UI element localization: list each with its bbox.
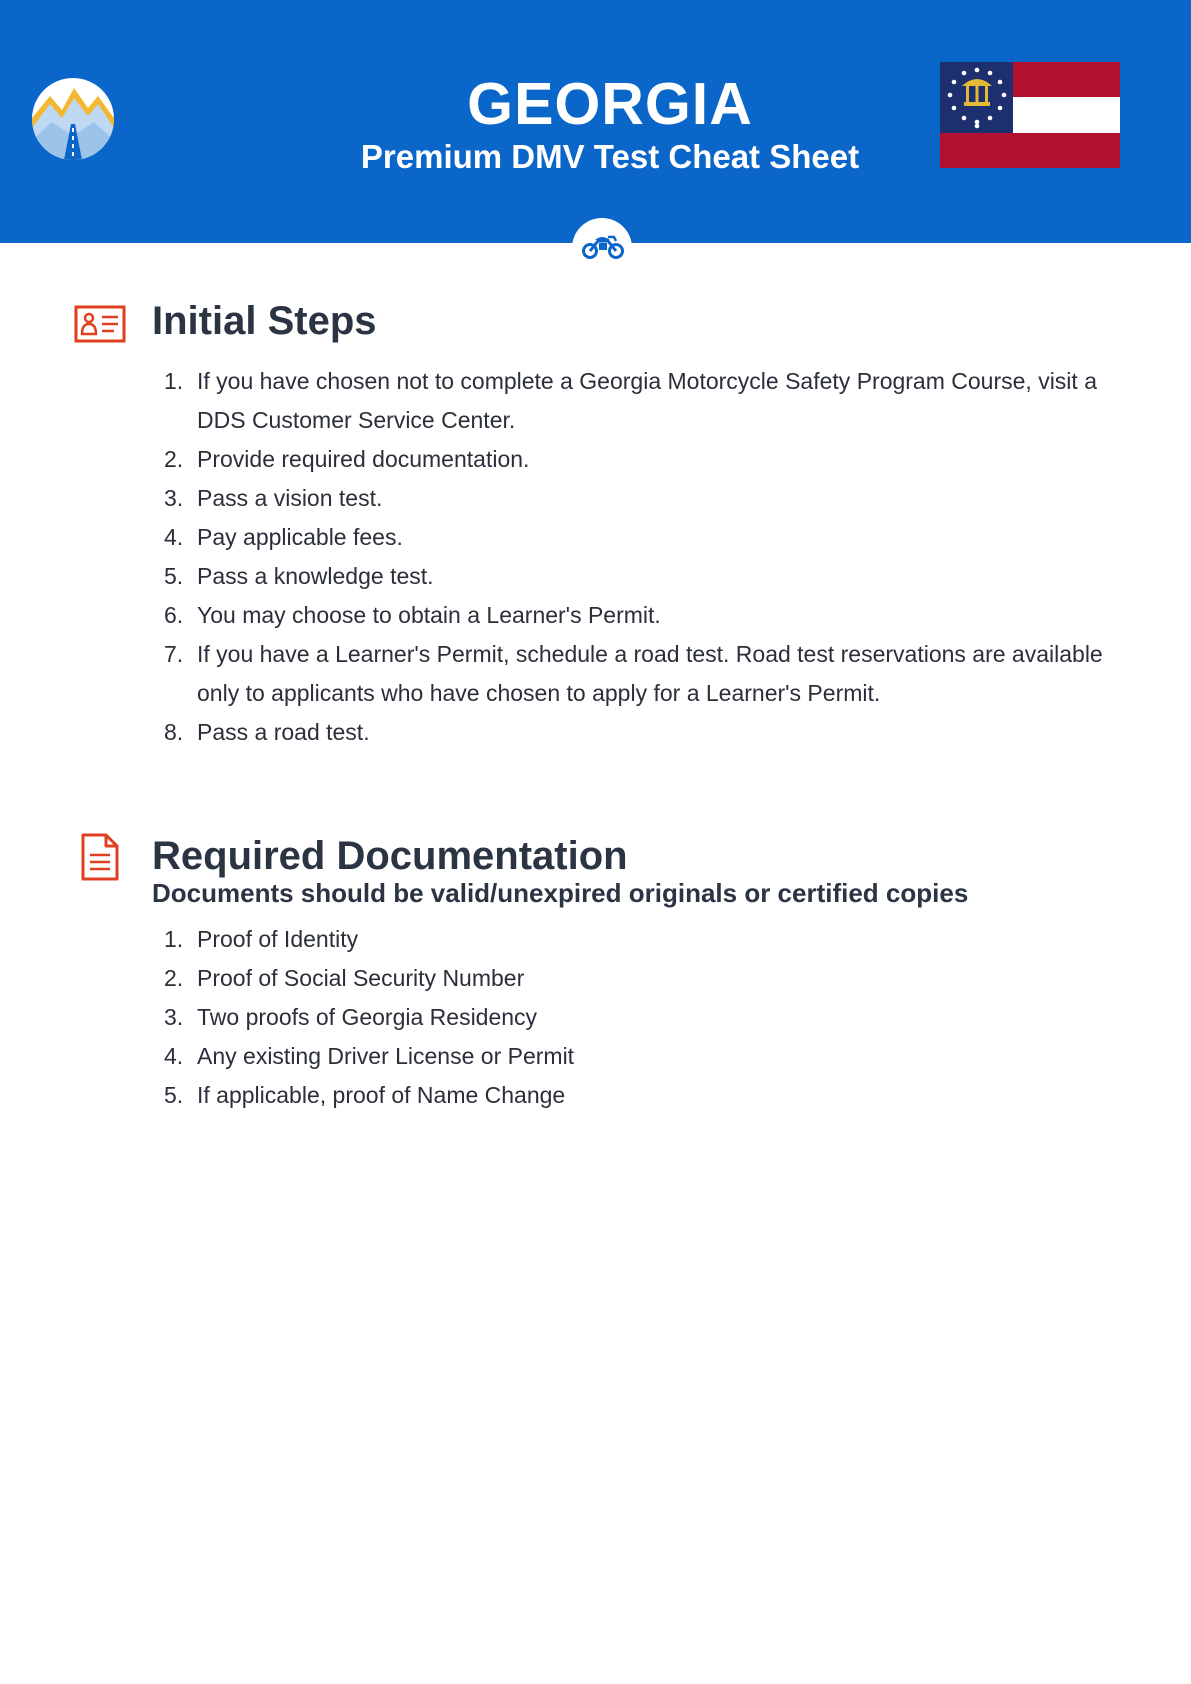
initial-steps-list <box>152 362 1132 752</box>
georgia-flag-icon <box>940 62 1120 168</box>
page-title: GEORGIA <box>467 71 753 137</box>
list-item: 2. Provide required documentation. <box>164 446 530 472</box>
list-item: 1. Proof of Identity <box>164 926 359 952</box>
required-documentation-title: Required Documentation <box>152 834 628 878</box>
initial-steps-title: Initial Steps <box>152 299 377 343</box>
list-item: 2. Proof of Social Security Number <box>164 965 525 991</box>
list-item: 4. Pay applicable fees. <box>164 524 403 550</box>
list-item: 3. Two proofs of Georgia Residency <box>164 1004 538 1030</box>
required-documentation-subtitle: Documents should be valid/unexpired originals or certified copies <box>152 878 969 908</box>
document-icon <box>80 832 120 882</box>
list-item: 1. If you have chosen not to complete a Georgia Motorcycle Safety Program Course, visit a DDS Customer Service Center. <box>164 368 1097 433</box>
id-card-icon <box>74 305 126 343</box>
required-documentation-list <box>152 920 1132 1115</box>
list-item: 5. If applicable, proof of Name Change <box>164 1082 566 1108</box>
list-item: 7. If you have a Learner's Permit, schedule a road test. Road test reservations are available only to applicants who have chosen to apply for a Learner's Permit. <box>164 641 1103 706</box>
list-item: 6. You may choose to obtain a Learner's Permit. <box>164 602 661 628</box>
list-item: 4. Any existing Driver License or Permit <box>164 1043 575 1069</box>
list-item: 8. Pass a road test. <box>164 719 370 745</box>
motorcycle-badge <box>572 218 632 278</box>
header-banner <box>0 0 1191 243</box>
list-item: 3. Pass a vision test. <box>164 485 383 511</box>
page-subtitle: Premium DMV Test Cheat Sheet <box>360 138 860 175</box>
list-item: 5. Pass a knowledge test. <box>164 563 434 589</box>
motorcycle-icon <box>581 228 625 262</box>
